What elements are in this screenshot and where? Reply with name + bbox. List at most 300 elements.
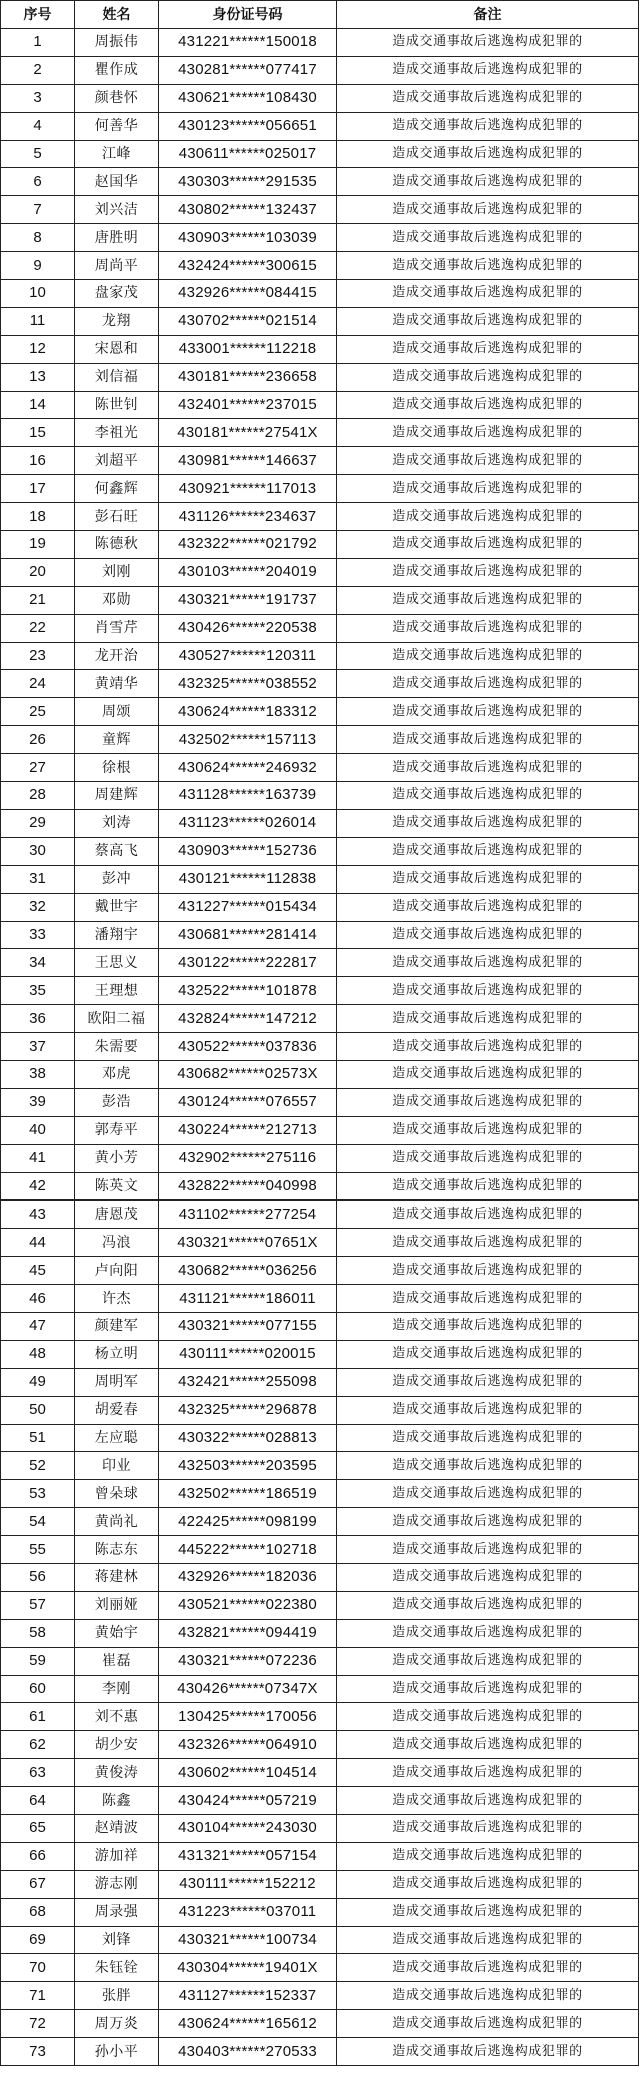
- row-remark: 造成交通事故后逃逸构成犯罪的: [337, 1898, 639, 1926]
- row-id-number: 432424******300615: [159, 252, 337, 280]
- row-name: 游加祥: [75, 1842, 159, 1870]
- row-number: 21: [1, 586, 75, 614]
- row-id-number: 430321******072236: [159, 1647, 337, 1675]
- row-name: 胡少安: [75, 1731, 159, 1759]
- row-name: 彭浩: [75, 1088, 159, 1116]
- row-id-number: 430122******222817: [159, 949, 337, 977]
- row-id-number: 430682******036256: [159, 1257, 337, 1285]
- row-id-number: 432326******064910: [159, 1731, 337, 1759]
- row-name: 戴世宇: [75, 893, 159, 921]
- row-number: 30: [1, 837, 75, 865]
- row-number: 26: [1, 726, 75, 754]
- row-remark: 造成交通事故后逃逸构成犯罪的: [337, 754, 639, 782]
- row-name: 邓虎: [75, 1060, 159, 1088]
- row-number: 6: [1, 168, 75, 196]
- row-id-number: 432902******275116: [159, 1144, 337, 1172]
- row-id-number: 432421******255098: [159, 1368, 337, 1396]
- table-row: [1, 893, 639, 921]
- row-name: 周颂: [75, 698, 159, 726]
- row-remark: 造成交通事故后逃逸构成犯罪的: [337, 1675, 639, 1703]
- table-row: [1, 1815, 639, 1843]
- row-remark: 造成交通事故后逃逸构成犯罪的: [337, 1229, 639, 1257]
- row-id-number: 433001******112218: [159, 335, 337, 363]
- row-number: 18: [1, 503, 75, 531]
- row-number: 70: [1, 1954, 75, 1982]
- row-number: 10: [1, 280, 75, 308]
- row-remark: 造成交通事故后逃逸构成犯罪的: [337, 419, 639, 447]
- row-name: 刘涛: [75, 809, 159, 837]
- row-name: 黄小芳: [75, 1144, 159, 1172]
- table-row: [1, 391, 639, 419]
- row-name: 曾朵球: [75, 1480, 159, 1508]
- row-id-number: 430321******191737: [159, 586, 337, 614]
- row-number: 27: [1, 754, 75, 782]
- row-id-number: 430321******077155: [159, 1312, 337, 1340]
- row-id-number: 430121******112838: [159, 865, 337, 893]
- row-remark: 造成交通事故后逃逸构成犯罪的: [337, 1619, 639, 1647]
- row-remark: 造成交通事故后逃逸构成犯罪的: [337, 1954, 639, 1982]
- table-row: [1, 1870, 639, 1898]
- row-number: 33: [1, 921, 75, 949]
- row-remark: 造成交通事故后逃逸构成犯罪的: [337, 391, 639, 419]
- table-row: [1, 84, 639, 112]
- row-name: 龙翔: [75, 307, 159, 335]
- table-row: [1, 1424, 639, 1452]
- row-name: 黄尚礼: [75, 1508, 159, 1536]
- row-id-number: 432926******084415: [159, 280, 337, 308]
- row-name: 唐恩茂: [75, 1200, 159, 1228]
- row-remark: 造成交通事故后逃逸构成犯罪的: [337, 614, 639, 642]
- row-number: 40: [1, 1116, 75, 1144]
- row-remark: 造成交通事故后逃逸构成犯罪的: [337, 503, 639, 531]
- row-remark: 造成交通事故后逃逸构成犯罪的: [337, 1257, 639, 1285]
- row-number: 48: [1, 1340, 75, 1368]
- table-row: [1, 1675, 639, 1703]
- row-name: 李祖光: [75, 419, 159, 447]
- table-row: [1, 1172, 639, 1200]
- table-row: [1, 531, 639, 559]
- row-id-number: 430403******270533: [159, 2038, 337, 2066]
- table-row: [1, 1452, 639, 1480]
- row-remark: 造成交通事故后逃逸构成犯罪的: [337, 642, 639, 670]
- table-row: [1, 1340, 639, 1368]
- row-remark: 造成交通事故后逃逸构成犯罪的: [337, 1815, 639, 1843]
- table-row: [1, 56, 639, 84]
- row-remark: 造成交通事故后逃逸构成犯罪的: [337, 1340, 639, 1368]
- row-id-number: 431227******015434: [159, 893, 337, 921]
- row-name: 胡爱春: [75, 1396, 159, 1424]
- table-row: [1, 112, 639, 140]
- row-id-number: 430682******02573X: [159, 1060, 337, 1088]
- row-number: 29: [1, 809, 75, 837]
- row-id-number: 431221******150018: [159, 29, 337, 57]
- row-name: 刘锋: [75, 1926, 159, 1954]
- row-remark: 造成交通事故后逃逸构成犯罪的: [337, 1452, 639, 1480]
- table-row: [1, 503, 639, 531]
- row-number: 15: [1, 419, 75, 447]
- row-name: 颜巷怀: [75, 84, 159, 112]
- row-number: 59: [1, 1647, 75, 1675]
- row-id-number: 430702******021514: [159, 307, 337, 335]
- row-name: 朱需要: [75, 1033, 159, 1061]
- row-name: 游志刚: [75, 1870, 159, 1898]
- row-number: 9: [1, 252, 75, 280]
- row-id-number: 430103******204019: [159, 558, 337, 586]
- row-name: 许杰: [75, 1285, 159, 1313]
- table-row: [1, 586, 639, 614]
- table-row: [1, 1842, 639, 1870]
- row-name: 李刚: [75, 1675, 159, 1703]
- table-row: [1, 1480, 639, 1508]
- row-remark: 造成交通事故后逃逸构成犯罪的: [337, 977, 639, 1005]
- table-row: [1, 670, 639, 698]
- row-id-number: 432926******182036: [159, 1563, 337, 1591]
- row-remark: 造成交通事故后逃逸构成犯罪的: [337, 224, 639, 252]
- row-id-number: 431123******026014: [159, 809, 337, 837]
- row-id-number: 430321******07651X: [159, 1229, 337, 1257]
- row-id-number: 430624******246932: [159, 754, 337, 782]
- row-name: 赵靖波: [75, 1815, 159, 1843]
- row-id-number: 430104******243030: [159, 1815, 337, 1843]
- table-row: [1, 307, 639, 335]
- row-name: 王思义: [75, 949, 159, 977]
- row-number: 64: [1, 1787, 75, 1815]
- row-number: 22: [1, 614, 75, 642]
- row-remark: 造成交通事故后逃逸构成犯罪的: [337, 1312, 639, 1340]
- row-remark: 造成交通事故后逃逸构成犯罪的: [337, 196, 639, 224]
- row-number: 41: [1, 1144, 75, 1172]
- row-name: 周振伟: [75, 29, 159, 57]
- table-row: [1, 921, 639, 949]
- row-number: 44: [1, 1229, 75, 1257]
- table-row: [1, 363, 639, 391]
- table-row: [1, 1759, 639, 1787]
- table-row: [1, 698, 639, 726]
- row-name: 刘信福: [75, 363, 159, 391]
- row-id-number: 430903******103039: [159, 224, 337, 252]
- row-remark: 造成交通事故后逃逸构成犯罪的: [337, 1285, 639, 1313]
- row-number: 16: [1, 447, 75, 475]
- row-name: 周尚平: [75, 252, 159, 280]
- table-row: [1, 1229, 639, 1257]
- row-id-number: 432322******021792: [159, 531, 337, 559]
- table-row: [1, 335, 639, 363]
- row-remark: 造成交通事故后逃逸构成犯罪的: [337, 1172, 639, 1200]
- row-name: 杨立明: [75, 1340, 159, 1368]
- row-number: 36: [1, 1005, 75, 1033]
- row-name: 王理想: [75, 977, 159, 1005]
- row-remark: 造成交通事故后逃逸构成犯罪的: [337, 1926, 639, 1954]
- row-number: 4: [1, 112, 75, 140]
- row-number: 42: [1, 1172, 75, 1200]
- row-name: 颜建军: [75, 1312, 159, 1340]
- row-id-number: 430981******146637: [159, 447, 337, 475]
- row-number: 32: [1, 893, 75, 921]
- row-id-number: 431102******277254: [159, 1200, 337, 1228]
- row-remark: 造成交通事故后逃逸构成犯罪的: [337, 1368, 639, 1396]
- row-remark: 造成交通事故后逃逸构成犯罪的: [337, 335, 639, 363]
- row-remark: 造成交通事故后逃逸构成犯罪的: [337, 586, 639, 614]
- table-row: [1, 1731, 639, 1759]
- row-name: 陈英文: [75, 1172, 159, 1200]
- row-name: 陈世钊: [75, 391, 159, 419]
- table-row: [1, 196, 639, 224]
- row-remark: 造成交通事故后逃逸构成犯罪的: [337, 1508, 639, 1536]
- row-name: 周录强: [75, 1898, 159, 1926]
- row-number: 61: [1, 1703, 75, 1731]
- row-name: 左应聪: [75, 1424, 159, 1452]
- row-number: 20: [1, 558, 75, 586]
- row-number: 25: [1, 698, 75, 726]
- row-remark: 造成交通事故后逃逸构成犯罪的: [337, 1842, 639, 1870]
- row-remark: 造成交通事故后逃逸构成犯罪的: [337, 1060, 639, 1088]
- row-id-number: 431128******163739: [159, 782, 337, 810]
- row-name: 刘刚: [75, 558, 159, 586]
- row-remark: 造成交通事故后逃逸构成犯罪的: [337, 1200, 639, 1228]
- row-name: 蒋建林: [75, 1563, 159, 1591]
- row-remark: 造成交通事故后逃逸构成犯罪的: [337, 531, 639, 559]
- row-id-number: 431321******057154: [159, 1842, 337, 1870]
- row-name: 盘家茂: [75, 280, 159, 308]
- header-row: [1, 1, 639, 29]
- row-number: 14: [1, 391, 75, 419]
- row-name: 何鑫辉: [75, 475, 159, 503]
- table-row: [1, 1033, 639, 1061]
- row-number: 57: [1, 1591, 75, 1619]
- row-remark: 造成交通事故后逃逸构成犯罪的: [337, 698, 639, 726]
- row-remark: 造成交通事故后逃逸构成犯罪的: [337, 782, 639, 810]
- row-id-number: 430426******07347X: [159, 1675, 337, 1703]
- table-row: [1, 782, 639, 810]
- table-row: [1, 558, 639, 586]
- row-name: 徐根: [75, 754, 159, 782]
- row-id-number: 430521******022380: [159, 1591, 337, 1619]
- table-row: [1, 1619, 639, 1647]
- row-number: 62: [1, 1731, 75, 1759]
- row-number: 38: [1, 1060, 75, 1088]
- row-id-number: 445222******102718: [159, 1536, 337, 1564]
- row-remark: 造成交通事故后逃逸构成犯罪的: [337, 447, 639, 475]
- table-row: [1, 224, 639, 252]
- table-row: [1, 949, 639, 977]
- row-number: 47: [1, 1312, 75, 1340]
- table-row: [1, 1563, 639, 1591]
- table-row: [1, 475, 639, 503]
- row-number: 37: [1, 1033, 75, 1061]
- row-id-number: 430522******037836: [159, 1033, 337, 1061]
- row-name: 欧阳二福: [75, 1005, 159, 1033]
- row-id-number: 430224******212713: [159, 1116, 337, 1144]
- row-number: 5: [1, 140, 75, 168]
- row-number: 46: [1, 1285, 75, 1313]
- table-row: [1, 977, 639, 1005]
- row-number: 34: [1, 949, 75, 977]
- table-row: [1, 1060, 639, 1088]
- table-row: [1, 1312, 639, 1340]
- row-remark: 造成交通事故后逃逸构成犯罪的: [337, 280, 639, 308]
- row-remark: 造成交通事故后逃逸构成犯罪的: [337, 307, 639, 335]
- row-id-number: 430426******220538: [159, 614, 337, 642]
- row-name: 周建辉: [75, 782, 159, 810]
- row-name: 龙开治: [75, 642, 159, 670]
- row-number: 52: [1, 1452, 75, 1480]
- row-number: 69: [1, 1926, 75, 1954]
- row-number: 8: [1, 224, 75, 252]
- row-number: 24: [1, 670, 75, 698]
- table-row: [1, 1536, 639, 1564]
- row-id-number: 431223******037011: [159, 1898, 337, 1926]
- row-id-number: 430281******077417: [159, 56, 337, 84]
- table-row: [1, 809, 639, 837]
- row-number: 66: [1, 1842, 75, 1870]
- row-number: 54: [1, 1508, 75, 1536]
- row-id-number: 430621******108430: [159, 84, 337, 112]
- table-row: [1, 1005, 639, 1033]
- row-remark: 造成交通事故后逃逸构成犯罪的: [337, 670, 639, 698]
- row-number: 55: [1, 1536, 75, 1564]
- row-id-number: 432401******237015: [159, 391, 337, 419]
- row-number: 56: [1, 1563, 75, 1591]
- table-row: [1, 252, 639, 280]
- row-remark: 造成交通事故后逃逸构成犯罪的: [337, 1870, 639, 1898]
- header-name: 姓名: [75, 1, 159, 29]
- table-row: [1, 1703, 639, 1731]
- row-remark: 造成交通事故后逃逸构成犯罪的: [337, 112, 639, 140]
- table-row: [1, 2010, 639, 2038]
- row-remark: 造成交通事故后逃逸构成犯罪的: [337, 1982, 639, 2010]
- row-id-number: 422425******098199: [159, 1508, 337, 1536]
- row-remark: 造成交通事故后逃逸构成犯罪的: [337, 921, 639, 949]
- row-name: 印业: [75, 1452, 159, 1480]
- row-id-number: 432522******101878: [159, 977, 337, 1005]
- table-row: [1, 865, 639, 893]
- row-id-number: 432502******186519: [159, 1480, 337, 1508]
- row-id-number: 431121******186011: [159, 1285, 337, 1313]
- row-name: 江峰: [75, 140, 159, 168]
- row-remark: 造成交通事故后逃逸构成犯罪的: [337, 865, 639, 893]
- row-id-number: 432503******203595: [159, 1452, 337, 1480]
- row-id-number: 430921******117013: [159, 475, 337, 503]
- row-number: 53: [1, 1480, 75, 1508]
- row-name: 潘翔宇: [75, 921, 159, 949]
- row-name: 肖雪芹: [75, 614, 159, 642]
- table-row: [1, 754, 639, 782]
- row-number: 39: [1, 1088, 75, 1116]
- row-id-number: 430322******028813: [159, 1424, 337, 1452]
- table-row: [1, 1088, 639, 1116]
- row-name: 刘不惠: [75, 1703, 159, 1731]
- table-row: [1, 1396, 639, 1424]
- row-remark: 造成交通事故后逃逸构成犯罪的: [337, 1144, 639, 1172]
- row-id-number: 432824******147212: [159, 1005, 337, 1033]
- row-remark: 造成交通事故后逃逸构成犯罪的: [337, 1703, 639, 1731]
- row-number: 43: [1, 1200, 75, 1228]
- table-row: [1, 726, 639, 754]
- row-remark: 造成交通事故后逃逸构成犯罪的: [337, 475, 639, 503]
- row-number: 3: [1, 84, 75, 112]
- row-remark: 造成交通事故后逃逸构成犯罪的: [337, 1536, 639, 1564]
- row-id-number: 430124******076557: [159, 1088, 337, 1116]
- row-id-number: 430181******27541X: [159, 419, 337, 447]
- row-name: 黄靖华: [75, 670, 159, 698]
- row-name: 赵国华: [75, 168, 159, 196]
- row-id-number: 432822******040998: [159, 1172, 337, 1200]
- row-name: 冯浪: [75, 1229, 159, 1257]
- row-remark: 造成交通事故后逃逸构成犯罪的: [337, 140, 639, 168]
- row-name: 周万炎: [75, 2010, 159, 2038]
- row-name: 瞿作成: [75, 56, 159, 84]
- row-remark: 造成交通事故后逃逸构成犯罪的: [337, 1647, 639, 1675]
- row-remark: 造成交通事故后逃逸构成犯罪的: [337, 2038, 639, 2066]
- row-remark: 造成交通事故后逃逸构成犯罪的: [337, 363, 639, 391]
- row-name: 刘丽娅: [75, 1591, 159, 1619]
- row-id-number: 430123******056651: [159, 112, 337, 140]
- row-remark: 造成交通事故后逃逸构成犯罪的: [337, 1759, 639, 1787]
- row-number: 51: [1, 1424, 75, 1452]
- table-row: [1, 1257, 639, 1285]
- roster-body: [1, 29, 639, 2066]
- row-id-number: 430602******104514: [159, 1759, 337, 1787]
- row-remark: 造成交通事故后逃逸构成犯罪的: [337, 1591, 639, 1619]
- row-id-number: 431126******234637: [159, 503, 337, 531]
- row-id-number: 430181******236658: [159, 363, 337, 391]
- row-number: 7: [1, 196, 75, 224]
- row-number: 17: [1, 475, 75, 503]
- row-id-number: 430111******020015: [159, 1340, 337, 1368]
- table-row: [1, 1116, 639, 1144]
- table-row: [1, 280, 639, 308]
- row-remark: 造成交通事故后逃逸构成犯罪的: [337, 1396, 639, 1424]
- table-row: [1, 1982, 639, 2010]
- row-name: 唐胜明: [75, 224, 159, 252]
- row-number: 58: [1, 1619, 75, 1647]
- row-id-number: 430611******025017: [159, 140, 337, 168]
- table-row: [1, 29, 639, 57]
- row-remark: 造成交通事故后逃逸构成犯罪的: [337, 1480, 639, 1508]
- table-row: [1, 1200, 639, 1228]
- row-name: 何善华: [75, 112, 159, 140]
- table-row: [1, 1591, 639, 1619]
- table-row: [1, 1368, 639, 1396]
- row-remark: 造成交通事故后逃逸构成犯罪的: [337, 56, 639, 84]
- row-id-number: 432325******296878: [159, 1396, 337, 1424]
- row-id-number: 430424******057219: [159, 1787, 337, 1815]
- row-number: 45: [1, 1257, 75, 1285]
- header-no: 序号: [1, 1, 75, 29]
- row-remark: 造成交通事故后逃逸构成犯罪的: [337, 1731, 639, 1759]
- row-name: 刘兴洁: [75, 196, 159, 224]
- table-row: [1, 1898, 639, 1926]
- row-number: 49: [1, 1368, 75, 1396]
- row-name: 陈志东: [75, 1536, 159, 1564]
- row-remark: 造成交通事故后逃逸构成犯罪的: [337, 168, 639, 196]
- row-number: 68: [1, 1898, 75, 1926]
- row-number: 13: [1, 363, 75, 391]
- row-id-number: 432325******038552: [159, 670, 337, 698]
- row-remark: 造成交通事故后逃逸构成犯罪的: [337, 29, 639, 57]
- row-name: 陈鑫: [75, 1787, 159, 1815]
- row-number: 12: [1, 335, 75, 363]
- row-remark: 造成交通事故后逃逸构成犯罪的: [337, 252, 639, 280]
- row-id-number: 430303******291535: [159, 168, 337, 196]
- row-name: 崔磊: [75, 1647, 159, 1675]
- table-row: [1, 1508, 639, 1536]
- row-number: 11: [1, 307, 75, 335]
- row-number: 60: [1, 1675, 75, 1703]
- row-name: 张胖: [75, 1982, 159, 2010]
- table-row: [1, 614, 639, 642]
- row-number: 50: [1, 1396, 75, 1424]
